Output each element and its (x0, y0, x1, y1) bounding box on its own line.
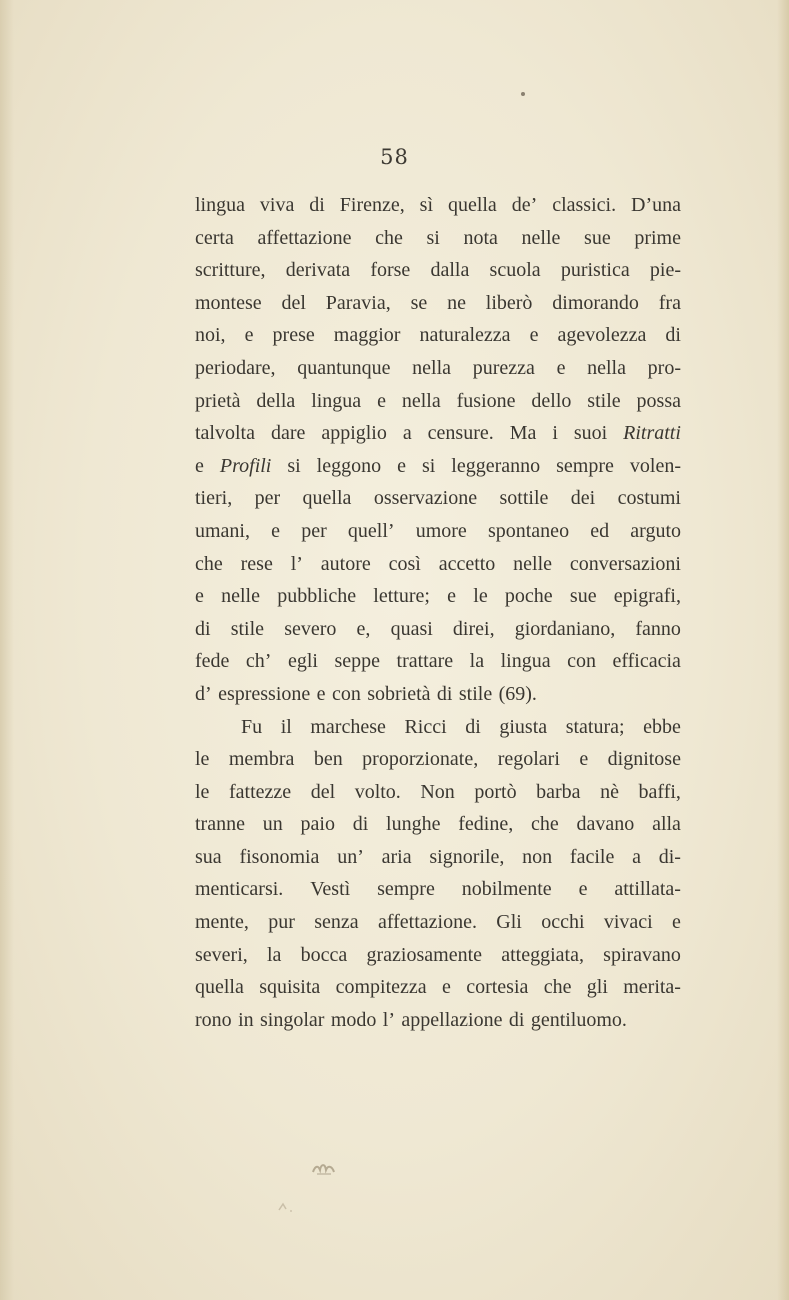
word: affettazione (257, 226, 352, 249)
word: sue (584, 226, 611, 249)
word: le (195, 748, 210, 771)
word: le (473, 585, 488, 608)
word: e (271, 519, 281, 542)
word: del (281, 291, 306, 314)
word: proporzionate, (362, 748, 479, 771)
text-line (195, 645, 681, 678)
word: che (375, 226, 403, 249)
word: bocca (300, 943, 348, 966)
word: giusta (499, 715, 548, 738)
word: prietà (195, 389, 241, 412)
word: quantunque (297, 356, 391, 379)
word: Non (420, 780, 455, 803)
word: appiglio (321, 422, 387, 445)
word: giordaniano, (514, 617, 616, 640)
word: fusione (456, 389, 516, 412)
word: modo (330, 1008, 377, 1031)
word: nella (401, 389, 441, 412)
word: si (421, 454, 436, 477)
text-line (195, 711, 681, 744)
word: di (309, 194, 325, 216)
word: nobilmente (461, 878, 552, 901)
word: volen- (629, 454, 681, 477)
word: ben (313, 748, 343, 771)
text-line (195, 287, 681, 320)
word: merita- (623, 976, 681, 999)
word: e (578, 878, 588, 901)
text-line (195, 971, 681, 1004)
text-line (195, 776, 681, 809)
page-number: 58 (380, 145, 409, 169)
text-line (195, 580, 681, 613)
text-line (195, 417, 681, 450)
word: trattare (396, 650, 454, 673)
word: fedine, (458, 813, 514, 836)
word: vivaci (603, 911, 653, 934)
word: cortesia (466, 976, 529, 999)
word: e (556, 356, 566, 379)
word: non (522, 845, 553, 868)
text-line (195, 939, 681, 972)
word: affettazione. (377, 911, 477, 934)
text-line (195, 808, 681, 841)
word: montese (195, 291, 262, 314)
word: con (331, 682, 361, 705)
word: possa (636, 389, 681, 412)
word: di (436, 682, 453, 705)
word: sì (419, 194, 434, 216)
word: lunghe (386, 813, 441, 836)
text-line (195, 189, 681, 222)
word: che (195, 552, 223, 575)
word: conversazioni (569, 552, 681, 575)
word: severo (284, 617, 337, 640)
word: severi, (195, 943, 248, 966)
word: alla (652, 813, 681, 836)
word: attillata- (614, 878, 681, 901)
text-line (195, 678, 681, 711)
word: la (469, 650, 485, 673)
word: graziosamente (366, 943, 482, 966)
word: fisonomia (239, 845, 320, 868)
word: un’ (337, 845, 364, 868)
word: atteggiata, (501, 943, 584, 966)
word: dimorando (552, 291, 639, 314)
word: Ma (509, 422, 537, 445)
word: aria (381, 845, 412, 868)
word: sottile (499, 487, 549, 510)
word: e (244, 324, 254, 347)
word: scritture, (195, 259, 266, 282)
word: Ricci (404, 715, 447, 738)
word: (69). (498, 682, 537, 705)
word: spontaneo (487, 519, 570, 542)
word: liberò (485, 291, 533, 314)
word: sempre (556, 454, 614, 477)
word: nella (412, 356, 452, 379)
word: di (508, 1008, 525, 1031)
word: egli (287, 650, 318, 673)
word: l’ (290, 552, 303, 575)
word: baffi, (638, 780, 681, 803)
body-text (195, 189, 681, 1036)
text-line (195, 873, 681, 906)
word: efficacia (612, 650, 681, 673)
word: espressione (218, 682, 311, 705)
ink-dot (521, 92, 525, 96)
word: marchese (310, 715, 386, 738)
word: Profili (219, 454, 272, 477)
word: poche (504, 585, 553, 608)
word: membra (228, 748, 295, 771)
word: nè (600, 780, 619, 803)
word: viva (259, 194, 295, 216)
word: leggono (316, 454, 382, 477)
word: nelle (521, 226, 561, 249)
word: d’ (195, 682, 212, 705)
word: barba (536, 780, 581, 803)
word: tieri, (195, 487, 233, 510)
page-left-edge-shadow (0, 0, 14, 1300)
word: spiravano (603, 943, 681, 966)
word: a (632, 845, 641, 868)
word: dei (570, 487, 596, 510)
word: censure. (427, 422, 494, 445)
word: le (195, 780, 210, 803)
word: letture; (373, 585, 430, 608)
word: noi, (195, 324, 226, 347)
word: sua (195, 845, 222, 868)
word: regolari (497, 748, 560, 771)
word: Firenze, (339, 194, 405, 216)
text-line (195, 482, 681, 515)
word: di- (658, 845, 681, 868)
word: signorile, (429, 845, 505, 868)
word: pie- (649, 259, 681, 282)
text-line (195, 515, 681, 548)
word: occhi (541, 911, 585, 934)
word: così (388, 552, 421, 575)
word: nelle (221, 585, 260, 608)
word: rono (195, 1008, 232, 1031)
word: Gli (496, 911, 522, 934)
word: autore (320, 552, 371, 575)
word: quella (302, 487, 352, 510)
word: e (447, 585, 457, 608)
word: lingua (311, 389, 362, 412)
word: a (402, 422, 412, 445)
text-line (195, 385, 681, 418)
word: si (287, 454, 301, 477)
word: tranne (195, 813, 245, 836)
word: sue (569, 585, 597, 608)
word: gentiluomo. (530, 1008, 627, 1031)
word: quella (195, 976, 244, 999)
word: fede (195, 650, 230, 673)
word: e (397, 454, 406, 477)
word: per (301, 519, 327, 542)
word: pur (268, 911, 295, 934)
word: quasi (390, 617, 433, 640)
word: lingua (195, 194, 245, 216)
word: leggeranno (451, 454, 541, 477)
word: fattezze (228, 780, 292, 803)
text-line (195, 743, 681, 776)
text-line (195, 352, 681, 385)
ornament-mark (309, 1160, 339, 1178)
word: facile (569, 845, 615, 868)
word: in (238, 1008, 254, 1031)
text-line (195, 254, 681, 287)
word: nella (587, 356, 626, 379)
word: portò (474, 780, 517, 803)
word: ne (447, 291, 466, 314)
word: epigrafi, (613, 585, 681, 608)
word: purezza (472, 356, 535, 379)
word: del (310, 780, 336, 803)
word: e (442, 976, 451, 999)
word: i (552, 422, 558, 445)
word: umani, (195, 519, 250, 542)
word: appellazione (401, 1008, 503, 1031)
paper-speck (276, 1200, 296, 1214)
word: e (529, 324, 539, 347)
word: e (672, 911, 681, 934)
word: accetto (438, 552, 496, 575)
word: derivata (285, 259, 351, 282)
word: di (352, 813, 369, 836)
word: Fu (241, 715, 263, 738)
word: forse (370, 259, 411, 282)
word: nelle (513, 552, 553, 575)
word: compitezza (335, 976, 427, 999)
word: puristica (560, 259, 630, 282)
word: pro- (647, 356, 681, 379)
word: di (665, 324, 681, 347)
word: sempre (377, 878, 435, 901)
word: Ritratti (623, 422, 681, 445)
word: paio (300, 813, 335, 836)
word: stile (230, 617, 265, 640)
word: osservazione (373, 487, 478, 510)
word: maggior (333, 324, 401, 347)
text-line (195, 450, 681, 483)
text-line (195, 319, 681, 352)
word: che (531, 813, 559, 836)
word: e (195, 454, 204, 477)
word: Vestì (310, 878, 351, 901)
word: e (316, 682, 326, 705)
text-line (195, 222, 681, 255)
word: la (266, 943, 282, 966)
word: quell’ (347, 519, 395, 542)
text-line (195, 1004, 681, 1037)
word: della (256, 389, 296, 412)
word: agevolezza (557, 324, 647, 347)
word: fanno (635, 617, 681, 640)
word: prese (272, 324, 315, 347)
word: se (410, 291, 428, 314)
word: gli (586, 976, 608, 999)
word: mente, (195, 911, 249, 934)
word: senza (314, 911, 359, 934)
word: statura; (565, 715, 625, 738)
word: per (254, 487, 281, 510)
word: un (262, 813, 283, 836)
word: costumi (617, 487, 681, 510)
word: ch’ (245, 650, 272, 673)
page-right-edge-shadow (777, 0, 789, 1300)
text-line (195, 906, 681, 939)
word: pubbliche (277, 585, 357, 608)
word: prime (634, 226, 681, 249)
word: classici. (552, 194, 617, 216)
word: arguto (630, 519, 681, 542)
text-line (195, 841, 681, 874)
word: e (377, 389, 386, 412)
word: singolar (260, 1008, 325, 1031)
word: fra (658, 291, 681, 314)
word: quella (447, 194, 497, 216)
word: di (195, 617, 211, 640)
word: si (426, 226, 440, 249)
word: nota (463, 226, 498, 249)
word: D’una (631, 194, 681, 216)
word: volto. (354, 780, 401, 803)
word: dello (531, 389, 572, 412)
word: sobrietà (367, 682, 431, 705)
word: stile (587, 389, 621, 412)
word: ebbe (643, 715, 681, 738)
text-line (195, 548, 681, 581)
word: davano (576, 813, 635, 836)
word: dignitose (607, 748, 681, 771)
word: ed (590, 519, 610, 542)
word: dare (270, 422, 306, 445)
word: direi, (452, 617, 495, 640)
word: con (567, 650, 596, 673)
word: stile (458, 682, 493, 705)
word: dalla (430, 259, 470, 282)
word: di (465, 715, 481, 738)
word: seppe (334, 650, 381, 673)
word: l’ (382, 1008, 396, 1031)
word: rese (240, 552, 273, 575)
word: squisita (259, 976, 321, 999)
word: talvolta (195, 422, 255, 445)
word: naturalezza (419, 324, 511, 347)
word: de’ (511, 194, 538, 216)
word: Paravia, (325, 291, 391, 314)
word: il (280, 715, 292, 738)
word: certa (195, 226, 234, 249)
word: suoi (573, 422, 608, 445)
word: e, (356, 617, 371, 640)
word: umore (415, 519, 467, 542)
word: lingua (500, 650, 551, 673)
text-line (195, 613, 681, 646)
word: menticarsi. (195, 878, 284, 901)
word: e (579, 748, 589, 771)
word: periodare, (195, 356, 276, 379)
word: e (195, 585, 204, 608)
word: scuola (489, 259, 541, 282)
word: che (543, 976, 572, 999)
